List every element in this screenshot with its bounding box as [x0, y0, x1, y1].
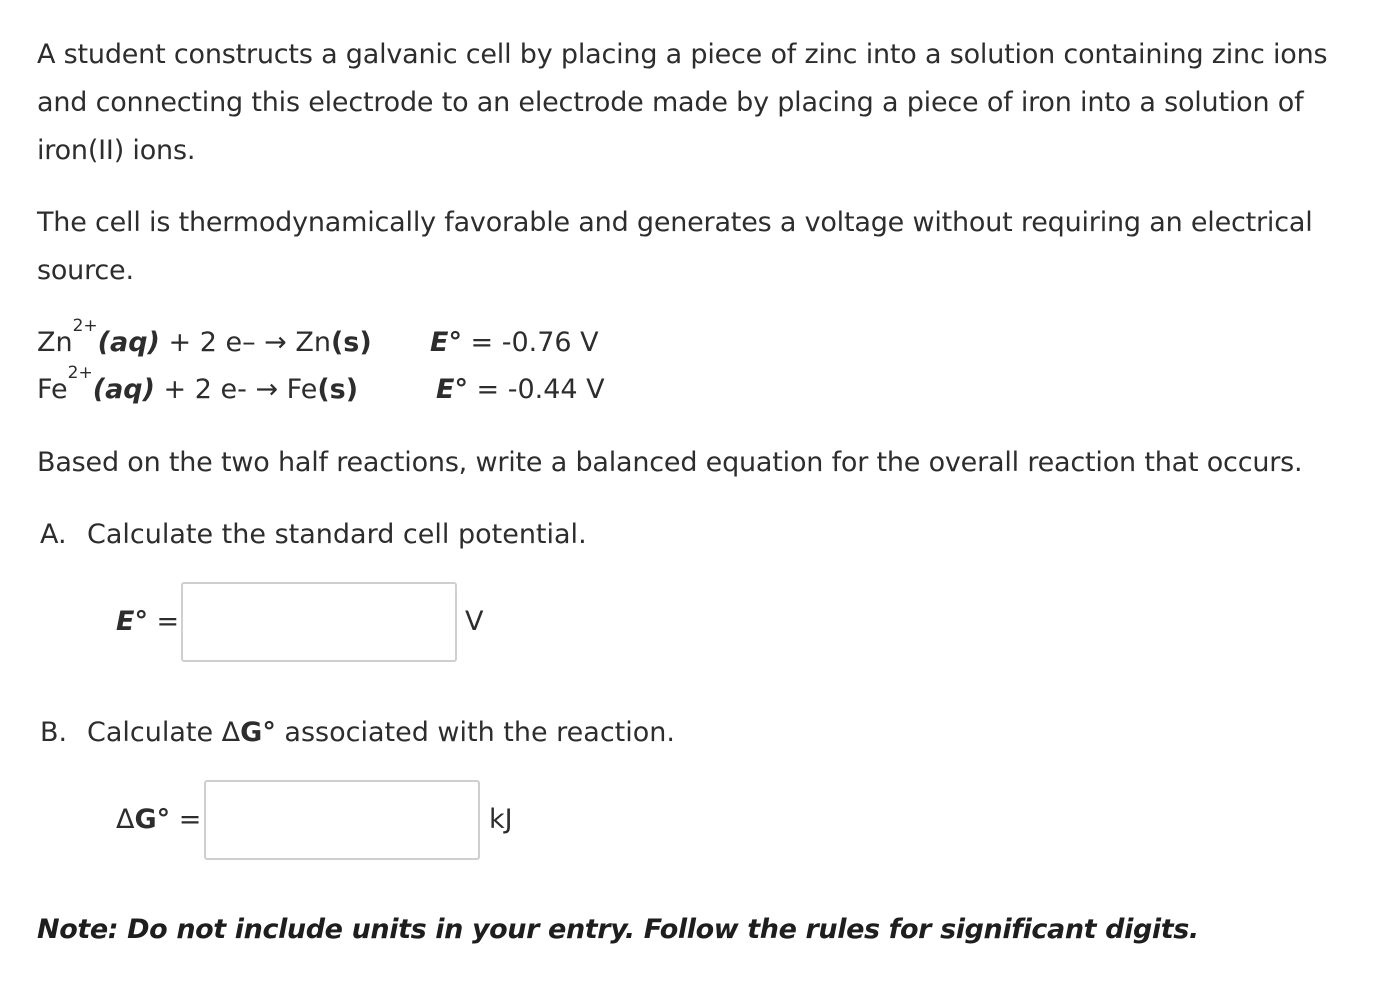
potential-label: E°	[436, 374, 468, 405]
answer-row-a	[0, 582, 1399, 662]
answer-a-label	[116, 604, 179, 640]
half-reaction-zinc	[37, 316, 599, 367]
reduction-potential	[430, 319, 599, 367]
question-a-text: Calculate the standard cell potential.	[87, 519, 587, 550]
half-reaction-iron	[37, 363, 605, 414]
reaction-ion: Zn	[37, 327, 73, 358]
answer-b-unit: kJ	[489, 804, 513, 835]
reaction-charge: 2+	[67, 363, 93, 383]
instruction-text: Based on the two half reactions, write a balanced equation for the overall reaction that occurs.	[37, 447, 1303, 478]
answer-a-unit: V	[465, 606, 484, 637]
potential-value: = -0.76 V	[461, 327, 599, 358]
question-b-text-after: associated with the reaction.	[275, 717, 675, 748]
reduction-potential	[436, 366, 605, 414]
question-b-text-before	[87, 717, 276, 748]
reaction-state-aq: (aq)	[92, 374, 155, 405]
question-a-number: A.	[40, 519, 67, 550]
cell-potential-input[interactable]	[181, 582, 457, 662]
question-b-symbol: G°	[240, 717, 276, 748]
answer-a-symbol: E°	[116, 606, 148, 637]
answer-row-b	[0, 780, 1399, 860]
question-a	[40, 511, 587, 559]
question-b-number: B.	[40, 717, 68, 748]
answer-b-label	[116, 802, 201, 838]
reaction-state-aq: (aq)	[97, 327, 160, 358]
reaction-state-s: (s)	[317, 374, 359, 405]
intro-paragraph-1: A student constructs a galvanic cell by placing a piece of zinc into a solution containing zinc ions and connecting this electrode to an electrode made by placing a piece of iron into a solution of iron(II) ions.	[37, 39, 1328, 166]
potential-label: E°	[430, 327, 462, 358]
reaction-ion: Fe	[37, 374, 68, 405]
answer-b-delta: Δ	[116, 804, 135, 835]
note-text: Note: Do not include units in your entry. Follow the rules for significant digits.	[37, 914, 1199, 945]
answer-b-symbol: G°	[134, 804, 171, 835]
reaction-middle: + 2 e– → Zn	[159, 327, 331, 358]
question-b-text-prefix: Calculate Δ	[87, 717, 241, 748]
question-b	[40, 709, 675, 757]
answer-a-equals: =	[147, 606, 180, 637]
potential-value: = -0.44 V	[467, 374, 605, 405]
intro-paragraph-2: The cell is thermodynamically favorable and generates a voltage without requiring an electrical source.	[37, 207, 1313, 286]
reaction-middle: + 2 e- → Fe	[154, 374, 318, 405]
gibbs-energy-input[interactable]	[204, 780, 480, 860]
reaction-charge: 2+	[72, 316, 98, 336]
reaction-state-s: (s)	[330, 327, 372, 358]
answer-b-equals: =	[170, 804, 202, 835]
